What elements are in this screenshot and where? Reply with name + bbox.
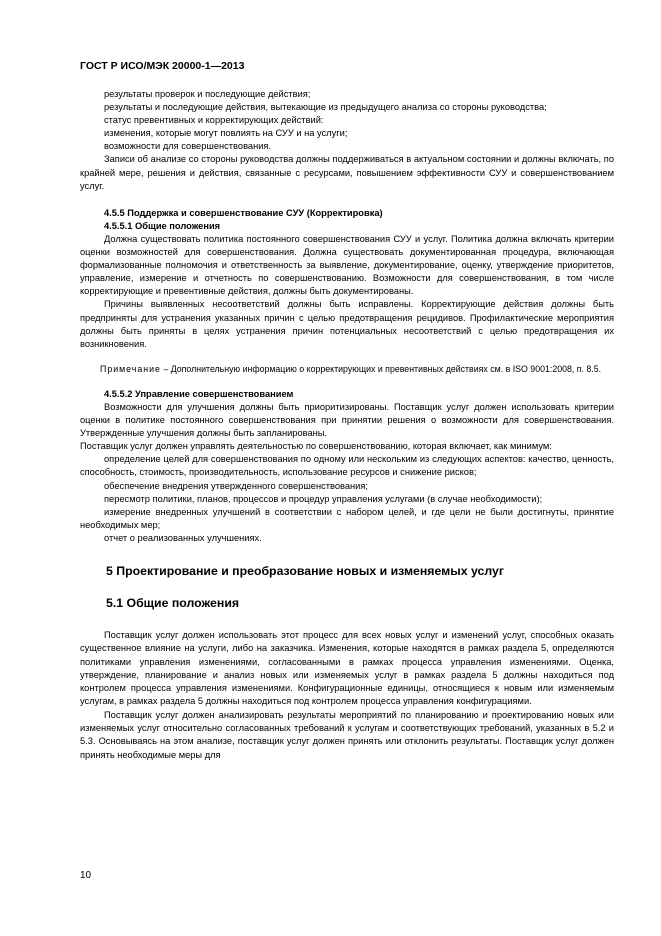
subsection-heading-4-5-5-1: 4.5.5.1 Общие положения (104, 220, 221, 231)
list-item: измерение внедренных улучшений в соответствии с набором целей, и где цели не были достигнуты, принятие необходимых мер; (80, 506, 614, 530)
paragraph: Поставщик услуг должен управлять деятельностью по совершенствованию, которая включает, как минимум: (80, 441, 552, 452)
list-item: результаты и последующие действия, вытекающие из предыдущего анализа со стороны руководства; (104, 102, 547, 113)
list-item: определение целей для совершенствования по одному или нескольким из следующих аспектов: качество, ценность, способность, стоимость, производительность, использование ресурсов и снижение рисков; (80, 454, 614, 478)
list-item: отчет о реализованных улучшениях. (104, 532, 262, 543)
page-body (80, 88, 614, 762)
note-text: – Дополнительную информацию о корректирующих и превентивных действиях см. в ISO 9001:2008, п. 8.5. (160, 363, 602, 374)
paragraph: Должна существовать политика постоянного совершенствования СУУ и услуг. Политика должна включать критерии оценки возможностей для совершенствования. Должна существовать документированная процедура, включающая формализованные полномочия и ответственность за выявление, документирование, оценку, утверждение приоритетов, управление, измерение и отчетность по совершенствованию. Возможности для совершенствования, в том числе корректирующие и превентивные действия, должны быть документированы. (80, 233, 614, 297)
page-number: 10 (80, 870, 92, 881)
list-item: обеспечение внедрения утвержденного совершенствования; (104, 480, 368, 491)
list-item: возможности для совершенствования. (104, 141, 272, 152)
paragraph: Причины выявленных несоответствий должны быть исправлены. Корректирующие действия должны быть предприняты для устранения указанных причин с целью предотвращения рецидивов. Профилактические мероприятия должны быть приняты в целях устранения причин потенциальных несоответствий с целью предотвращения их возникновения. (80, 299, 614, 349)
subsection-heading-4-5-5-2: 4.5.5.2 Управление совершенствованием (104, 388, 294, 399)
document-header: ГОСТ Р ИСО/МЭК 20000-1—2013 (80, 60, 245, 72)
paragraph: Поставщик услуг должен анализировать результаты мероприятий по планированию и проектированию новых или изменяемых услуг относительно согласованных требований к услугам и соответствующих требований, указанных в 5.2 и 5.3. Основываясь на этом анализе, поставщик услуг должен принять или отклонить результаты. Поставщик услуг должен принять необходимые меры для (80, 709, 614, 760)
section-heading-4-5-5: 4.5.5 Поддержка и совершенствование СУУ (Корректировка) (104, 207, 383, 218)
subsection-heading-5-1: 5.1 Общие положения (106, 596, 240, 610)
section-heading-5: 5 Проектирование и преобразование новых и изменяемых услуг (106, 564, 504, 578)
note (80, 363, 614, 376)
list-item: результаты проверок и последующие действия; (104, 89, 311, 99)
list-item: пересмотр политики, планов, процессов и процедур управления услугами (в случае необходимости); (104, 493, 543, 504)
list-item: статус превентивных и корректирующих действий: (104, 115, 324, 126)
paragraph: Записи об анализе со стороны руководства должны поддерживаться в актуальном состоянии и должны включать, по крайней мере, решения и действия, связанные с ресурсами, повышением эффективности СУУ и совершенствованием услуг. (80, 154, 614, 191)
section-5-1-body (80, 629, 614, 762)
list-item: изменения, которые могут повлиять на СУУ и на услуги; (104, 128, 348, 139)
note-label: Примечание (100, 363, 161, 374)
paragraph: Поставщик услуг должен использовать этот процесс для всех новых услуг и изменений услуг, способных оказать существенное влияние на услуги, либо на заказчика. Изменения, которые находятся в рамках раздела 5, определяются политиками управления изменениями, согласованными в рамках процесса управления изменениями. Оценка, утверждение, планирование и анализ новых или изменяемых услуг в рамках раздела 5 должны находиться под контролем процесса управления изменениями. Конфигурационные единицы, относящиеся к новым или изменяемым услугам, в рамках раздела 5 должны находиться под контролем процесса управления конфигурациями. (80, 630, 614, 707)
paragraph: Возможности для улучшения должны быть приоритизированы. Поставщик услуг должен использовать критерии оценки в политике постоянного совершенствования при принятии решения о возможности для совершенствования. Утвержденные улучшения должны быть запланированы. (80, 401, 614, 439)
